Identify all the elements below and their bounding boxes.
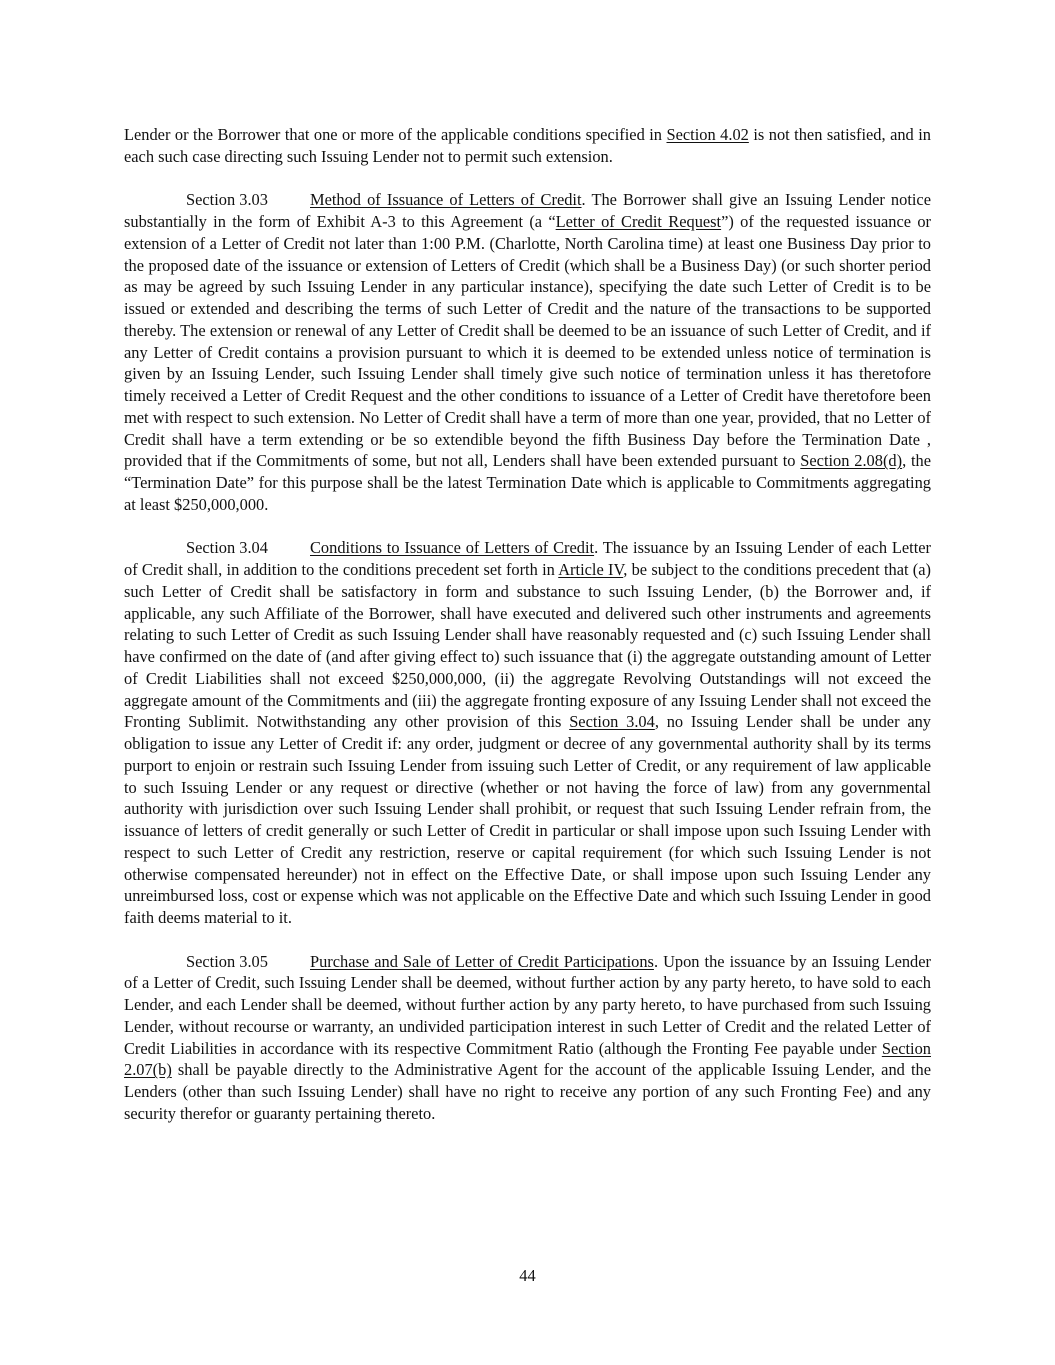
- cross-reference-section-2-07b: Section 2.07(b): [124, 1038, 931, 1080]
- section-3-03-paragraph: Section 3.03 Method of Issuance of Letters of Credit. The Borrower shall give an Issuing Lender notice substantially in the form of Exhibit A-3 to this Agreement (a “Letter of Credit Request”) of the requested issuance or extension of a Letter of Credit not later than 1:00 P.M. (Charlotte, North Carolina time) at least one Business Day prior to the proposed date of the issuance or extension of Letters of Credit (which shall be a Business Day) (or such shorter period as may be agreed by such Issuing Lender in any particular instance), specifying the date such Letter of Credit is to be issued or extended and describing the terms of such Letter of Credit and the nature of the transactions to be supported thereby. The extension or renewal of any Letter of Credit shall be deemed to be an issuance of such Letter of Credit, and if any Letter of Credit contains a provision pursuant to which it is deemed to be extended unless notice of termination is given by an Issuing Lender, such Issuing Lender shall timely give such notice of termination unless it has theretofore timely received a Letter of Credit Request and the other conditions to issuance of a Letter of Credit have theretofore been met with respect to such extension. No Letter of Credit shall have a term of more than one year, provided, that no Letter of Credit shall have a term extending or be so extendible beyond the fifth Business Day before the Termination Date , provided that if the Commitments of some, but not all, Lenders shall have been extended pursuant to Section 2.08(d), the “Termination Date” for this purpose shall be the latest Termination Date which is applicable to Commitments aggregating at least $250,000,000.: [124, 190, 931, 514]
- cross-reference-section-4-02: Section 4.02: [666, 125, 749, 144]
- cross-reference-section-3-04: Section 3.04: [569, 712, 655, 732]
- defined-term: Letter of Credit Request: [555, 212, 722, 231]
- section-3-05-paragraph: Section 3.05 Purchase and Sale of Letter of Credit Participations. Upon the issuance by an Issuing Lender of a Letter of Credit, such Issuing Lender shall be deemed, without further action by any party hereto, to have sold to each Lender, and each Lender shall be deemed, without further action by any party hereto, to have purchased from such Issuing Lender, without recourse or warranty, an undivided participation interest in such Letter of Credit and the related Letter of Credit Liabilities in accordance with its respective Commitment Ratio (although the Fronting Fee payable under Section 2.07(b) shall be payable directly to the Administrative Agent for the account of the applicable Issuing Lender, and the Lenders (other than such Issuing Lender) shall have no right to receive any portion of any such Fronting Fee) and any security therefor or guaranty pertaining thereto.: [124, 951, 931, 1123]
- cross-reference-article-iv: Article IV: [558, 560, 624, 579]
- section-number: Section 3.03: [186, 190, 268, 210]
- cross-reference-section-2-08d: Section 2.08(d): [800, 451, 903, 471]
- page-number: 44: [519, 1266, 536, 1285]
- section-number: Section 3.04: [186, 538, 268, 558]
- paragraph-continuation: Lender or the Borrower that one or more of the applicable conditions specified in Section 4.02 is not then satisfied, and in each such case directing such Issuing Lender not to permit such extension.: [124, 125, 931, 166]
- section-3-04-paragraph: Section 3.04 Conditions to Issuance of Letters of Credit. The issuance by an Issuing Lender of each Letter of Credit shall, in addition to the conditions precedent set forth in Article IV, be subject to the conditions precedent that (a) such Letter of Credit shall be satisfactory in form and substance to such Issuing Lender, (b) the Borrower and, if applicable, any such Affiliate of the Borrower, shall have executed and delivered such other instruments and agreements relating to such Letter of Credit as such Issuing Lender shall have reasonably requested and (c) such Issuing Lender shall have confirmed on the date of (and after giving effect to) such issuance that (i) the aggregate outstanding amount of Letter of Credit Liabilities shall not exceed $250,000,000, (ii) the aggregate Revolving Outstandings will not exceed the aggregate amount of the Commitments and (iii) the aggregate fronting exposure of any Issuing Lender shall not exceed the Fronting Sublimit. Notwithstanding any other provision of this Section 3.04, no Issuing Lender shall be under any obligation to issue any Letter of Credit if: any order, judgment or decree of any governmental authority shall by its terms purport to enjoin or restrain such Issuing Lender from issuing such Letter of Credit, or any requirement of law applicable to such Issuing Lender or any request or directive (whether or not having the force of law) from any governmental authority with jurisdiction over such Issuing Lender shall prohibit, or request that such Issuing Lender refrain from, the issuance of letters of credit generally or such Letter of Credit in particular or shall impose upon such Issuing Lender with respect to such Letter of Credit any restriction, reserve or capital requirement (for which such Issuing Lender is not otherwise compensated hereunder) not in effect on the Effective Date, or shall impose upon such Issuing Lender any unreimbursed loss, cost or expense which was not applicable on the Effective Date and which such Issuing Lender in good faith deems material to it.: [124, 538, 932, 927]
- section-heading: Purchase and Sale of Letter of Credit Participations: [310, 951, 654, 971]
- section-heading: Conditions to Issuance of Letters of Credit: [310, 538, 595, 558]
- section-heading: Method of Issuance of Letters of Credit: [310, 190, 582, 210]
- document-page: [124, 124, 931, 1146]
- section-number: Section 3.05: [186, 951, 268, 971]
